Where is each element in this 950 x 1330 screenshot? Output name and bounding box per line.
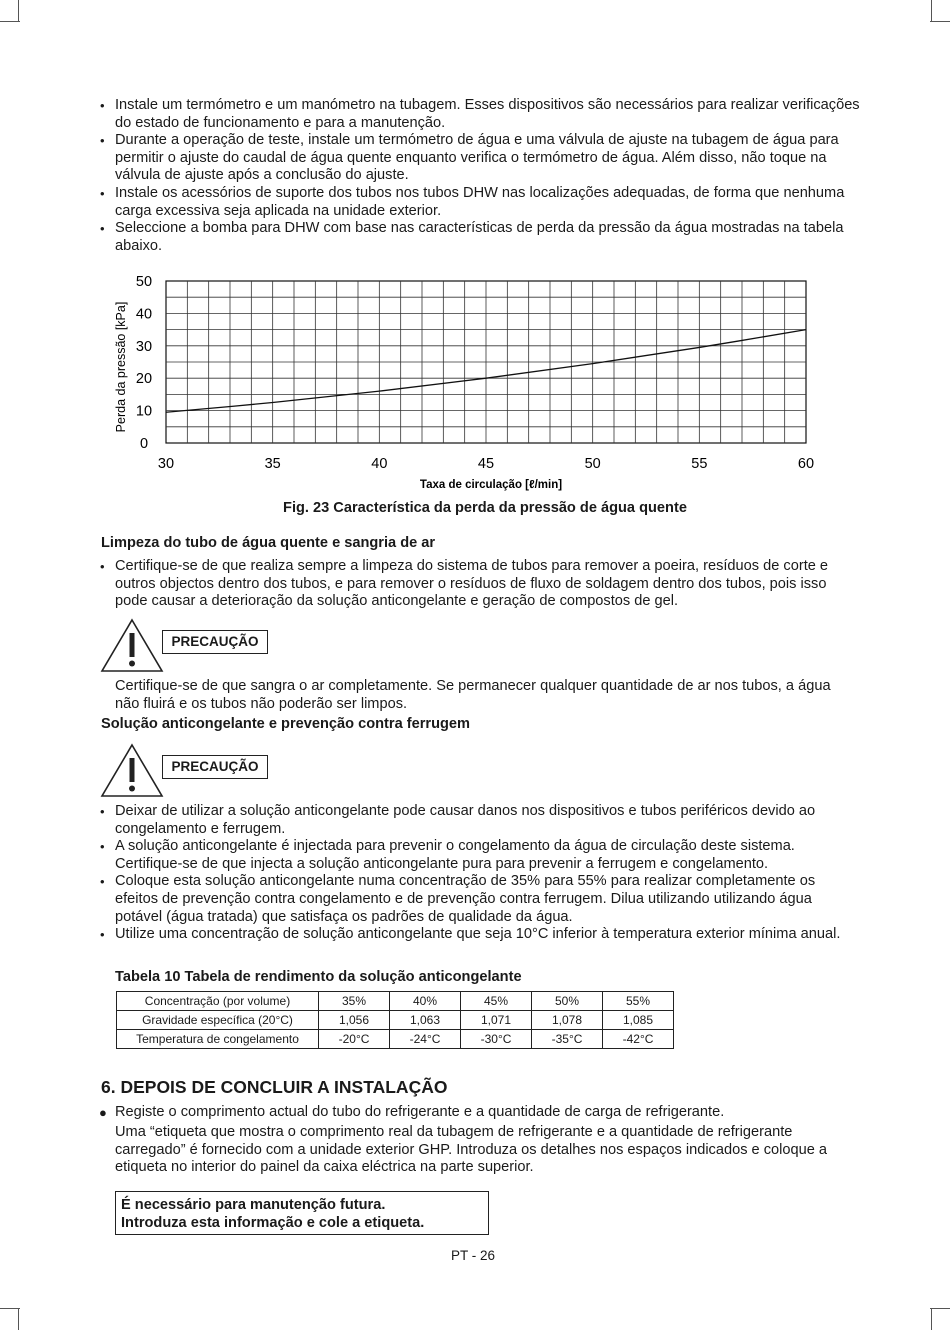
x-tick-label: 30: [157, 456, 175, 472]
bullet-item: • Utilize uma concentração de solução anticongelante que seja 10°C inferior à temperatura exterior mínima anual.: [100, 926, 860, 944]
crop-mark: [930, 1308, 950, 1309]
y-tick-label: 10: [135, 403, 153, 420]
warning-triangle-icon: [100, 618, 164, 674]
maintenance-note-box: [115, 1191, 489, 1235]
caution-label: PRECAUÇÃO: [162, 630, 268, 654]
table-title: Tabela 10 Tabela de rendimento da solução anticongelante: [115, 969, 522, 985]
x-tick-label: 35: [264, 456, 281, 472]
note-line: Introduza esta informação e cole a etiqueta.: [121, 1215, 425, 1231]
table-row: [117, 1030, 674, 1049]
pressure-loss-chart: [100, 268, 840, 498]
caution-label: PRECAUÇÃO: [162, 755, 268, 779]
y-tick-label: 30: [135, 338, 153, 355]
bullet-item: • Instale um termómetro e um manómetro na tubagem. Esses dispositivos são necessários para realizar verificações do estado de funcionamento e para a manutenção.: [100, 97, 860, 132]
y-tick-label: 40: [135, 306, 153, 323]
table-cell: 50%: [532, 992, 603, 1011]
table-cell: 55%: [603, 992, 674, 1011]
table-cell: 40%: [390, 992, 461, 1011]
bullet-item: • Deixar de utilizar a solução anticongelante pode causar danos nos dispositivos e tubos periféricos devido ao congelamento e ferrugem.: [100, 803, 860, 838]
y-tick-label: 20: [135, 371, 153, 388]
x-tick-label: 40: [371, 456, 388, 472]
table-cell: 1,056: [319, 1011, 390, 1030]
table-cell: -35°C: [532, 1030, 603, 1049]
table-cell: -24°C: [390, 1030, 461, 1049]
crop-mark: [18, 1308, 19, 1330]
note-line: É necessário para manutenção futura.: [121, 1197, 386, 1213]
bullet-item: • Seleccione a bomba para DHW com base nas características de perda da pressão da água mostradas na tabela abaixo.: [100, 220, 860, 255]
antifreeze-performance-table: [116, 991, 674, 1049]
cleaning-bullet-list: [100, 558, 860, 611]
label-instructions: Uma “etiqueta que mostra o comprimento real da tubagem de refrigerante e a quantidade de refrigerante carregado” é fornecido com a unidade exterior GHP. Introduza os detalhes nos espaços indicados e coloque a etiqueta no interior do painel da caixa eléctrica na parte superior.: [115, 1124, 828, 1176]
section-heading: Solução anticongelante e prevenção contra ferrugem: [101, 716, 470, 732]
table-cell: -42°C: [603, 1030, 674, 1049]
caution-block: [100, 743, 275, 799]
crop-mark: [930, 21, 950, 22]
intro-bullet-list: [100, 97, 860, 255]
table-cell: -30°C: [461, 1030, 532, 1049]
section-6-bullet-list: [100, 1104, 860, 1122]
table-cell: 1,078: [532, 1011, 603, 1030]
bullet-item: • Coloque esta solução anticongelante numa concentração de 35% para 55% para realizar completamente os efeitos de prevenção contra congelamento e de prevenção contra ferrugem. Dilua utilizando utilizando água potável (água tratada) que satisfaça os padrões de qualidade da água.: [100, 873, 860, 926]
table-cell: 45%: [461, 992, 532, 1011]
bullet-item: • A solução anticongelante é injectada para prevenir o congelamento da água de circulação deste sistema. Certifique-se de que injecta a solução anticongelante pura para prevenir a ferrugem e congelamento.: [100, 838, 860, 873]
table-row: [117, 992, 674, 1011]
x-tick-label: 55: [691, 456, 708, 472]
row-label: Gravidade específica (20°C): [117, 1011, 319, 1030]
bullet-item: • Certifique-se de que realiza sempre a limpeza do sistema de tubos para remover a poeira, resíduos de corte e outros objectos dentro dos tubos, e para remover o resíduos de fluxo de soldagem dentro dos tubos, pois isso pode causar a deterioração da solução anticongelante e geração de compostos de gel.: [100, 558, 860, 611]
table-row: [117, 1011, 674, 1030]
y-axis-label: Perda da pressão [kPa]: [114, 301, 128, 433]
figure-caption: Fig. 23 Característica da perda da pressão de água quente: [283, 500, 687, 516]
table-cell: 1,063: [390, 1011, 461, 1030]
x-axis-label: Taxa de circulação [ℓ/min]: [419, 479, 563, 491]
crop-mark: [931, 0, 932, 22]
caution-text: Certifique-se de que sangra o ar completamente. Se permanecer qualquer quantidade de ar nos tubos, a água não fluirá e os tubos não poderão ser limpos.: [115, 678, 831, 712]
crop-mark: [18, 0, 19, 22]
x-tick-label: 60: [797, 456, 815, 472]
crop-mark: [0, 1308, 20, 1309]
x-tick-label: 50: [584, 456, 601, 472]
bullet-item: ● Registe o comprimento actual do tubo do refrigerante e a quantidade de carga de refrigerante.: [100, 1104, 860, 1122]
table-cell: 1,071: [461, 1011, 532, 1030]
bullet-item: • Instale os acessórios de suporte dos tubos nos tubos DHW nas localizações adequadas, de forma que nenhuma carga excessiva seja aplicada na unidade exterior.: [100, 185, 860, 220]
antifreeze-bullet-list: [100, 803, 860, 944]
table-cell: -20°C: [319, 1030, 390, 1049]
table-cell: 35%: [319, 992, 390, 1011]
section-heading: Limpeza do tubo de água quente e sangria de ar: [101, 535, 436, 551]
crop-mark: [0, 21, 20, 22]
x-tick-label: 45: [477, 456, 495, 472]
y-tick-label: 50: [135, 274, 153, 290]
y-tick-label: 0: [139, 436, 149, 452]
table-cell: 1,085: [603, 1011, 674, 1030]
caution-block: [100, 618, 275, 674]
page-number: PT - 26: [450, 1248, 496, 1263]
row-label: Temperatura de congelamento: [117, 1030, 319, 1049]
warning-triangle-icon: [100, 743, 164, 799]
bullet-item: • Durante a operação de teste, instale um termómetro de água e uma válvula de ajuste na tubagem de água para permitir o ajuste do caudal de água quente enquanto verifica o termómetro de água. Além disso, não toque na válvula de ajuste após a conclusão do ajuste.: [100, 132, 860, 185]
crop-mark: [931, 1308, 932, 1330]
section-6-heading: 6. DEPOIS DE CONCLUIR A INSTALAÇÃO: [101, 1077, 448, 1097]
row-label: Concentração (por volume): [117, 992, 319, 1011]
